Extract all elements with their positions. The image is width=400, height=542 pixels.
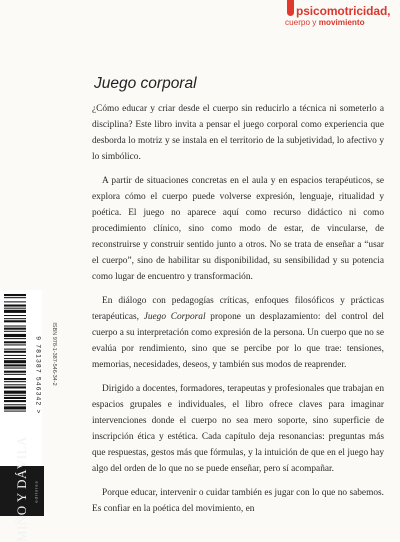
publisher-tagline-text: editores [33, 480, 39, 503]
isbn-label [50, 295, 58, 415]
publisher-tagline [31, 470, 39, 516]
series-name-line1: psicomotricidad, [296, 4, 391, 18]
series-name-bold: movimiento [318, 18, 365, 27]
publisher-name-text: MIÑO Y DÁVILA [14, 436, 29, 542]
synopsis-paragraph-1: ¿Cómo educar y criar desde el cuerpo sin reducirlo a técnica ni someterlo a disciplina? Este libro invita a pensar el juego corporal como experiencia que desborda lo motriz y se instala en el territorio de la subjetividad, lo afectivo y lo simbólico. [92, 104, 384, 162]
isbn-text: ISBN 978-1-387-546-34-2 [51, 322, 57, 386]
synopsis-p3-start: En diálogo con pedagogías críticas, enfoques filosóficos y prácticas terapéuticas, [92, 296, 384, 322]
series-name-line2 [285, 18, 395, 27]
synopsis-p3-end: propone un desplazamiento: del control del cuerpo a su interpretación como expresión de la persona. Un cuerpo que no se evalúa por rendimiento, sino que se percibe por lo que trae: tensiones, memorias, necesidades, deseos, y también sus modos de reaprender. [92, 312, 384, 370]
synopsis-paragraph-3 [92, 293, 384, 373]
synopsis [92, 101, 384, 525]
synopsis-book-title-ref: Juego Corporal [143, 312, 206, 322]
series-logo-mark [287, 0, 294, 16]
barcode-digits-text: 9 781387 546342 > [34, 336, 42, 415]
synopsis-paragraph-5: Porque educar, intervenir o cuidar también es jugar con lo que no sabemos. Es confiar en la poética del movimiento, en [92, 488, 384, 514]
series-name-prefix: cuerpo y [285, 18, 319, 27]
synopsis-paragraph-4: Dirigido a docentes, formadores, terapeutas y profesionales que trabajan en espacios grupales e individuales, el libro ofrece claves para imaginar intervenciones donde el cuerpo no sea mero soporte, sino superficie de inscripción ética y estética. Cada capítulo deja resonancias: preguntas más que respuestas, gestos más que fórmulas, y la intuición de que en el juego hay algo del orden de lo que no se puede enseñar, pero sí acompañar. [92, 384, 384, 474]
book-title: Juego corporal [94, 75, 197, 92]
barcode-digits [30, 290, 40, 466]
synopsis-paragraph-2: A partir de situaciones concretas en el aula y en espacios terapéuticos, se explora cómo el cuerpo puede volverse expresión, lenguaje, ritualidad y poética. El juego no aparece aquí como recurso didáctico ni como procedimiento clínico, sino como modo de estar, de vincularse, de reconstruirse y construir sentido junto a otros. No se trata de enseñar a “usar el cuerpo”, sino de habilitar su disponibilidad, su sensibilidad y su potencia como lugar de encuentro y transformación. [92, 176, 384, 282]
